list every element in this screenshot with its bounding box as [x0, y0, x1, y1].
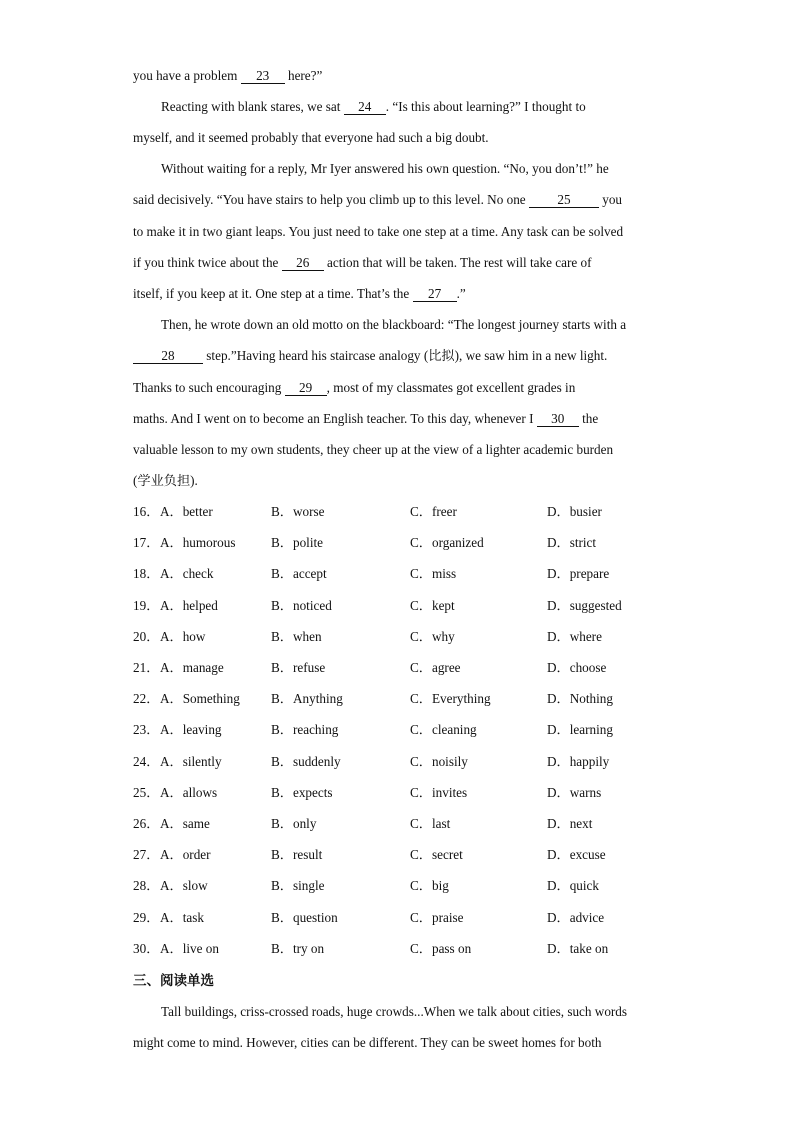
option-b: B．polite	[271, 535, 324, 551]
text: step.”Having heard his staircase analogy (比拟), we saw him in a new light.	[203, 348, 608, 363]
answer-blank: 28	[133, 348, 203, 364]
question-row	[133, 658, 733, 678]
text: Reacting with blank stares, we sat	[161, 99, 344, 114]
text: said decisively. “You have stairs to help you climb up to this level. No one	[133, 192, 529, 207]
option-d: D．quick	[547, 878, 600, 894]
question-row	[133, 596, 733, 616]
question-number: 19．	[133, 597, 160, 613]
question-number: 24．	[133, 753, 160, 769]
question-row	[133, 939, 733, 959]
option-b: B．refuse	[271, 660, 326, 675]
passage-line	[133, 253, 592, 273]
text: , most of my classmates got excellent grades in	[326, 380, 576, 395]
text: action that will be taken. The rest will take care of	[323, 255, 592, 270]
option-b: B．accept	[271, 566, 327, 582]
question-number: 27．	[133, 847, 160, 863]
option-b: B．suddenly	[271, 753, 341, 769]
option-c: C．praise	[410, 909, 464, 925]
question-number: 23．	[133, 722, 160, 738]
option-b: B．worse	[271, 504, 325, 519]
answer-blank: 24	[344, 99, 386, 115]
text: you have a problem	[133, 68, 241, 83]
question-number: 18．	[133, 566, 160, 582]
option-a: A．task	[160, 909, 204, 925]
passage-line	[133, 284, 466, 304]
text: Thanks to such encouraging	[133, 380, 285, 395]
option-c: C．why	[410, 628, 455, 644]
option-a: A．live on	[160, 940, 219, 956]
option-c: C．pass on	[410, 940, 472, 956]
option-b: B．when	[271, 628, 322, 644]
passage-line: might come to mind. However, cities can be different. They can be sweet homes for both	[133, 1035, 602, 1050]
text: itself, if you keep at it. One step at a time. That’s the	[133, 286, 413, 301]
passage-line: (学业负担).	[133, 473, 198, 488]
option-a: A．allows	[160, 784, 218, 800]
question-row	[133, 908, 733, 928]
option-d: D．next	[547, 816, 593, 831]
passage-line	[133, 409, 598, 429]
text: if you think twice about the	[133, 255, 282, 270]
option-c: C．cleaning	[410, 722, 477, 738]
option-a: A．slow	[160, 878, 208, 894]
option-b: B．reaching	[271, 722, 339, 738]
question-row	[133, 752, 733, 772]
question-row	[133, 627, 733, 647]
section-heading: 三、阅读单选	[133, 973, 214, 989]
question-number: 28．	[133, 878, 160, 894]
question-row	[133, 876, 733, 896]
option-a: A．manage	[160, 660, 224, 675]
option-c: C．last	[410, 816, 451, 831]
passage-line: Tall buildings, criss-crossed roads, huge crowds...When we talk about cities, such words	[161, 1004, 628, 1019]
passage-line: valuable lesson to my own students, they cheer up at the view of a lighter academic burden	[133, 442, 614, 457]
question-number: 17．	[133, 535, 160, 551]
option-d: D．Nothing	[547, 691, 613, 707]
option-a: A．humorous	[160, 535, 236, 551]
option-d: D．excuse	[547, 847, 606, 863]
passage-line	[133, 378, 575, 398]
passage-line	[133, 190, 622, 210]
question-row	[133, 533, 733, 553]
option-a: A．leaving	[160, 722, 222, 738]
option-d: D．take on	[547, 940, 609, 956]
text: here?”	[284, 68, 323, 83]
option-c: C．Everything	[410, 691, 491, 707]
option-a: A．Something	[160, 691, 240, 707]
question-number: 30．	[133, 940, 160, 956]
answer-blank: 27	[413, 286, 457, 302]
option-c: C．freer	[410, 504, 457, 519]
passage-line	[161, 97, 586, 117]
question-row	[133, 845, 733, 865]
option-d: D．strict	[547, 535, 597, 551]
question-number: 26．	[133, 816, 160, 831]
option-c: C．secret	[410, 847, 463, 863]
text: . “Is this about learning?” I thought to	[385, 99, 586, 114]
question-number: 29．	[133, 909, 160, 925]
passage-line: Without waiting for a reply, Mr Iyer answered his own question. “No, you don’t!” he	[161, 161, 609, 176]
question-row	[133, 783, 733, 803]
question-row	[133, 720, 733, 740]
answer-blank: 30	[537, 411, 579, 427]
option-d: D．learning	[547, 722, 613, 738]
text: maths. And I went on to become an English teacher. To this day, whenever I	[133, 411, 537, 426]
option-d: D．warns	[547, 784, 602, 800]
question-number: 25．	[133, 784, 160, 800]
passage-line: myself, and it seemed probably that everyone had such a big doubt.	[133, 130, 489, 145]
option-d: D．suggested	[547, 597, 622, 613]
option-a: A．better	[160, 504, 213, 519]
question-number: 22．	[133, 691, 160, 707]
question-number: 21．	[133, 660, 160, 675]
answer-blank: 26	[282, 255, 324, 271]
passage-line: to make it in two giant leaps. You just need to take one step at a time. Any task can be solved	[133, 224, 624, 239]
question-number: 16．	[133, 504, 160, 519]
answer-blank: 29	[285, 380, 327, 396]
option-b: B．question	[271, 909, 338, 925]
question-row	[133, 689, 733, 709]
passage-line: Then, he wrote down an old motto on the blackboard: “The longest journey starts with a	[161, 317, 627, 332]
option-b: B．single	[271, 878, 325, 894]
passage-line	[133, 66, 322, 86]
option-d: D．busier	[547, 504, 602, 519]
option-c: C．noisily	[410, 753, 468, 769]
question-number: 20．	[133, 628, 160, 644]
question-row	[133, 502, 733, 522]
option-d: D．advice	[547, 909, 605, 925]
option-d: D．where	[547, 628, 602, 644]
text: the	[578, 411, 599, 426]
option-b: B．expects	[271, 784, 333, 800]
answer-blank: 23	[241, 68, 285, 84]
option-a: A．silently	[160, 753, 222, 769]
option-b: B．only	[271, 816, 317, 831]
option-c: C．agree	[410, 660, 461, 675]
option-b: B．Anything	[271, 691, 343, 707]
option-a: A．how	[160, 628, 206, 644]
option-b: B．noticed	[271, 597, 332, 613]
option-b: B．result	[271, 847, 323, 863]
option-d: D．choose	[547, 660, 607, 675]
question-row	[133, 814, 733, 834]
option-a: A．helped	[160, 597, 218, 613]
question-row	[133, 564, 733, 584]
option-d: D．happily	[547, 753, 610, 769]
text: you	[598, 192, 623, 207]
passage-line	[133, 346, 607, 366]
option-c: C．kept	[410, 597, 455, 613]
option-c: C．invites	[410, 784, 468, 800]
option-c: C．miss	[410, 566, 457, 582]
option-d: D．prepare	[547, 566, 610, 582]
answer-blank: 25	[529, 192, 599, 208]
option-c: C．big	[410, 878, 449, 894]
option-c: C．organized	[410, 535, 484, 551]
option-b: B．try on	[271, 940, 325, 956]
option-a: A．order	[160, 847, 211, 863]
text: .”	[456, 286, 466, 301]
option-a: A．same	[160, 816, 210, 831]
option-a: A．check	[160, 566, 214, 582]
